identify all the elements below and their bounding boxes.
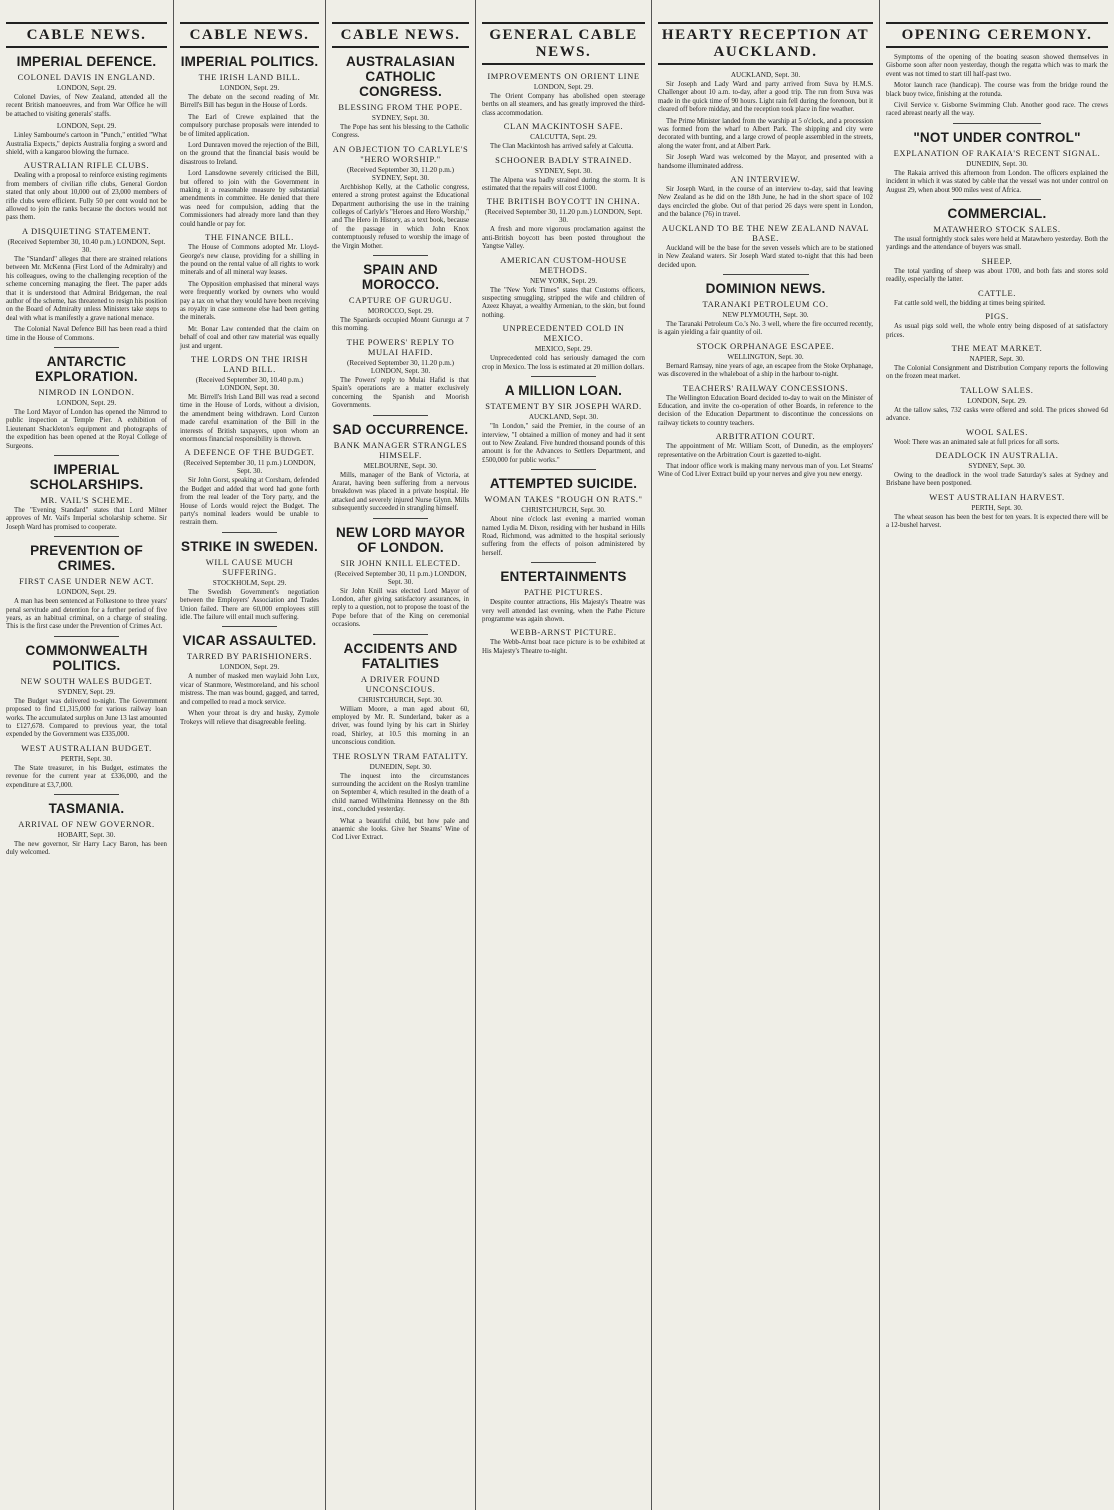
article-dateline: CHRISTCHURCH, Sept. 30. [358,695,443,704]
article-subhead: FIRST CASE UNDER NEW ACT. [19,576,154,587]
article-subhead: PATHE PICTURES. [523,587,604,598]
article-para: Sir John Gorst, speaking at Corsham, defended the Budget and added that word had gone forth from the real leader of the Tory party, and the House of Lords would reject the Budget. The party's nominal leaders would be unable to restrain them. [180,477,319,527]
article-divider [373,634,428,635]
article-dateline: LONDON, Sept. 29. [967,396,1027,405]
article-dateline: MOROCCO, Sept. 29. [367,307,434,316]
article-para: At the tallow sales, 732 casks were offered and sold. The prices showed 6d advance. [886,406,1108,423]
article-divider [222,626,278,627]
article-para: The usual fortnightly stock sales were held at Matawhero yesterday. Both the yardings and the attendance of buyers was small. [886,236,1108,252]
article-divider [531,562,596,563]
article-dateline: (Received September 30, 11 p.m.) LONDON, Sept. 30. [334,569,467,586]
article-headline: ENTERTAINMENTS [500,569,627,585]
article-para: William Moore, a man aged about 60, employed by Mr. R. Sunderland, baker as a driver, was found lying by his cart in Shirley road, Shirley, at 10.5 this morning in an unconscious condition. [332,705,469,747]
article-para: The Colonial Consignment and Distribution Company reports the following on the frozen meat market. [886,364,1108,381]
article-headline: ANTARCTIC EXPLORATION. [35,353,138,384]
article-para: A fresh and more vigorous proclamation against the anti-British boycott has been posted throughout the Yangtse Valley. [482,226,645,251]
article-dateline: LONDON, Sept. 29. [56,84,117,92]
article-divider [953,199,1042,200]
article-para: What a beautiful child, but how pale and anaemic she looks. Give her Steams' Wine of Cod Liver Extract. [332,817,469,842]
article-headline: ACCIDENTS AND FATALITIES [343,640,458,671]
article-para: Dealing with a proposal to reinforce existing regiments from members of civilian rifle clubs, General Gordon stated that only about 10,000 out of 23,000 members of rifle clubs were efficient. Fully 50 per cent would not be allowed to join the ranks because the doctors would not pass them. [6,172,167,222]
column-masthead: GENERAL CABLE NEWS. [482,22,645,65]
column-masthead: OPENING CEREMONY. [886,22,1108,48]
article-subhead: THE IRISH LAND BILL. [198,72,301,82]
article-para: The total yarding of sheep was about 1700, and both fats and stores sold readily, especially the latter. [886,267,1108,284]
article-para: Sir Joseph Ward was welcomed by the Mayor, and presented with a handsome illuminated address. [658,154,873,170]
article-para: Motor launch race (handicap). The course was from the bridge round the black buoy twice, finishing at the rotunda. [886,82,1108,98]
article-headline: TASMANIA. [48,801,125,817]
article-subhead: WOOL SALES. [965,426,1028,437]
article-subhead: IMPROVEMENTS ON ORIENT LINE [487,71,640,81]
column-6 [880,0,1114,1510]
article-para: Lord Dunraven moved the rejection of the Bill, on the ground that the financial basis would be disastrous to Ireland. [180,142,319,166]
article-para: The "New York Times" states that Customs officers, suspecting smuggling, stripped the wife and children of Azeez Khayat, a wealthy Armenian, to the skin, but found nothing. [482,286,645,319]
article-dateline: DUNEDIN, Sept. 30. [369,762,432,771]
article-para: Colonel Davies, of New Zealand, attended all the recent British manoeuvres, and from War Office he will be attached to visiting generals' staffs. [6,94,167,118]
article-divider [54,794,118,795]
article-subhead: UNPRECEDENTED COLD IN MEXICO. [502,323,625,344]
article-dateline: (Received September 30, 11.20 p.m.) SYDNEY, Sept. 30. [346,165,455,182]
article-subhead: A DISQUIETING STATEMENT. [21,225,151,236]
article-para: As usual pigs sold well, the whole entry being disposed of at satisfactory prices. [886,323,1108,339]
article-divider [953,123,1042,124]
article-para: About nine o'clock last evening a married woman named Lydia M. Dixon, residing with her husband in Hills Road, Richmond, was admitted to the hospital seriously suffering from the effects of poison administered by herself. [482,516,645,557]
article-dateline: (Received September 30, 10.40 p.m.) LONDON, Sept. 30. [7,237,166,254]
article-para: Mr. Bonar Law contended that the claim on behalf of coal and other raw material was equally just and urgent. [180,325,319,350]
article-para: Sir Joseph and Lady Ward and party arrived from Suva by H.M.S. Challenger about 10 a.m. to-day, after a good trip. The run from Suva was made in the quick time of 90 hours. Light rain fell during the forenoon, but it cleared off before midday, and the reception took place in fine weather. [658,81,873,114]
article-subhead: AMERICAN CUSTOM-HOUSE METHODS. [500,254,627,275]
article-para: The Wellington Education Board decided to-day to wait on the Minister of Education, and invite the co-operation of other Boards, in reference to the decision of the Education Department to discontinue the concessions on railway tickets to country teachers. [658,394,873,427]
article-dateline: (Received September 30, 11.20 p.m.) LONDON, Sept. 30. [484,208,643,225]
article-para: The Opposition emphasised that mineral ways were frequently worked by owners who would pay a tax on what they would have been receiving as royalty in case someone else had been getting the minerals. [180,280,319,322]
article-subhead: WOMAN TAKES "ROUGH ON RATS." [484,494,643,505]
article-dateline: LONDON, Sept. 29. [56,588,117,597]
article-subhead: WILL CAUSE MUCH SUFFERING. [205,556,294,577]
article-dateline: LONDON, Sept. 29. [219,84,280,92]
article-para: The Rakaia arrived this afternoon from London. The officers explained the incident in which it was stated by cable that the vessel was not under control on August 29, when about 900 miles west of Africa. [886,169,1108,194]
column-1 [0,0,174,1510]
article-dateline: SYDNEY, Sept. 30. [968,461,1026,470]
article-para: Fat cattle sold well, the bidding at times being spirited. [894,299,1046,307]
article-subhead: ARRIVAL OF NEW GOVERNOR. [18,819,155,830]
article-subhead: ARBITRATION COURT. [715,431,816,442]
article-para: The new governor, Sir Harry Lacy Baron, has been duly welcomed. [6,841,167,857]
article-para: Auckland will be the base for the seven vessels which are to be stationed in New Zealand waters. Sir Joseph Ward stated to-night that this had been decided upon. [658,244,873,269]
article-subhead: THE MEAT MARKET. [951,342,1043,353]
article-subhead: AN OBJECTION TO CARLYLE'S "HERO WORSHIP." [332,143,469,164]
article-subhead: BLESSING FROM THE POPE. [338,102,463,112]
article-subhead: SCHOONER BADLY STRAINED. [495,154,632,165]
article-subhead: SHEEP. [981,255,1013,266]
article-headline: VICAR ASSAULTED. [182,633,317,649]
article-dateline: HOBART, Sept. 30. [57,831,116,840]
article-divider [373,255,428,256]
article-headline: A MILLION LOAN. [504,383,623,399]
article-subhead: CLAN MACKINTOSH SAFE. [503,121,624,132]
article-dateline: DUNEDIN, Sept. 30. [966,159,1028,168]
column-2 [174,0,326,1510]
column-5 [652,0,880,1510]
article-subhead: THE ROSLYN TRAM FATALITY. [332,750,469,761]
article-para: That indoor office work is making many nervous man of you. Let Steams' Wine of Cod Liver Extract build up your nerves and give you new energy. [658,462,873,479]
article-para: The Clan Mackintosh has arrived safely at Calcutta. [490,143,634,151]
article-dateline: NEW YORK, Sept. 29. [529,276,598,285]
article-subhead: TEACHERS' RAILWAY CONCESSIONS. [682,382,849,393]
article-subhead: EXPLANATION OF RAKAIA'S RECENT SIGNAL. [893,147,1101,158]
article-para: The Webb-Arnst boat race picture is to be exhibited at His Majesty's Theatre to-night. [482,639,645,655]
article-divider [54,347,118,348]
article-para: The Swedish Government's negotiation between the Employers' Association and Trades Union failed. There are 60,000 employees still idle. The failure will entail much suffering. [180,588,319,622]
article-para: The Spaniards occupied Mount Gururgu at 7 this morning. [332,317,469,333]
article-dateline: CALCUTTA, Sept. 29. [530,133,597,142]
article-divider [54,536,118,537]
article-headline: "NOT UNDER CONTROL" [913,129,1081,145]
article-divider [54,455,118,456]
article-divider [531,376,596,377]
article-para: The wheat season has been the best for ten years. It is expected there will be a 12-bushel harvest. [886,513,1108,530]
article-para: The Alpena was badly strained during the storm. It is estimated that the repairs will cost £1000. [482,176,645,193]
article-subhead: AUCKLAND TO BE THE NEW ZEALAND NAVAL BASE. [661,222,870,243]
article-para: Despite counter attractions, His Majesty's Theatre was very well attended last evening, when the Pathe Picture programme was again shown. [482,599,645,623]
article-dateline: WELLINGTON, Sept. 30. [727,352,804,361]
article-dateline: LONDON, Sept. 29. [533,83,594,91]
article-headline: IMPERIAL DEFENCE. [16,54,157,69]
article-divider [723,274,809,275]
article-para: "In London," said the Premier, in the course of an interview, "I obtained a million of money and had it sent out to New Zealand. Five hundred thousand pounds of this amount is for the Advances to Settlers Department, and £500,000 for public works." [482,423,645,464]
article-subhead: AUSTRALIAN RIFLE CLUBS. [23,160,150,171]
article-para: The Earl of Crewe explained that the compulsory purchase proposals were intended to be of limited application. [180,113,319,138]
article-subhead: SIR JOHN KNILL ELECTED. [340,557,461,568]
article-para: Wool: There was an animated sale at full prices for all sorts. [894,438,1060,446]
article-dateline: MEXICO, Sept. 29. [534,345,593,354]
article-para: A man has been sentenced at Folkestone to three years' penal servitude and detention for a further period of five years, as an habitual criminal, on a charge of stealing. This is the first case under the Prevention of Crimes Act. [6,598,167,631]
article-para: The Taranaki Petroleum Co.'s No. 3 well, where the fire occurred recently, is again yielding a fair quantity of oil. [658,320,873,337]
article-subhead: BANK MANAGER STRANGLES HIMSELF. [333,439,468,460]
article-subhead: CATTLE. [978,287,1016,298]
article-para: When your throat is dry and husky, Zymole Trokeys will relieve that disagreeable feeling. [180,710,319,726]
article-subhead: A DRIVER FOUND UNCONSCIOUS. [360,673,441,694]
article-dateline: AUCKLAND, Sept. 30. [730,71,801,79]
article-headline: SPAIN AND MOROCCO. [361,262,440,293]
article-subhead: THE LORDS ON THE IRISH LAND BILL. [191,353,308,374]
article-subhead: THE POWERS' REPLY TO MULAI HAFID. [346,336,455,357]
article-subhead: WEBB-ARNST PICTURE. [510,627,617,638]
article-subhead: STOCK ORPHANAGE ESCAPEE. [696,340,835,351]
article-subhead: TALLOW SALES. [960,384,1034,395]
article-para: The "Standard" alleges that there are strained relations between Mr. McKenna (First Lord of the Admiralty) and his colleagues, owing to the challenging reception of the scheme concerning managing the fleet. The paper adds that it is understood that Admiral Bridgeman, the real author of the scheme, has threatened to resign his position on the Board of Admiralty unless Ministers take steps to deal with what is manifestly a grave national menace. [6,255,167,322]
article-subhead: COLONEL DAVIS IN ENGLAND. [17,72,156,82]
article-subhead: AN INTERVIEW. [730,174,801,185]
article-para: The House of Commons adopted Mr. Lloyd-George's new clause, providing for a shilling in the pound on the rental value of all rights to work minerals and of all mineral way leases. [180,244,319,277]
article-para: The Orient Company has abolished open steerage berths on all steamers, and has greatly improved the third-class accommodation. [482,93,645,117]
article-subhead: TARANAKI PETROLEUM CO. [702,298,829,309]
article-subhead: NEW SOUTH WALES BUDGET. [20,675,153,686]
article-dateline: (Received September 30, 10.40 p.m.) LONDON, Sept. 30. [195,375,304,392]
article-divider [373,415,428,416]
article-dateline: SYDNEY, Sept. 30. [534,166,593,175]
article-dateline: CHRISTCHURCH, Sept. 30. [521,506,606,515]
column-masthead: CABLE NEWS. [6,22,167,48]
article-para: Sir Joseph Ward, in the course of an interview to-day, said that leaving New Zealand as he did on the 18th June, he had in the short space of 102 days encircled the globe. Out of that period 26 days were spent in London, and the balance (76) in travel. [658,186,873,219]
article-subhead: THE FINANCE BILL. [205,232,294,243]
article-para: The Powers' reply to Mulai Hafid is that Spain's operations are a matter exclusively concerning the Spanish and Moorish Governments. [332,376,469,410]
article-para: The Pope has sent his blessing to the Catholic Congress. [332,124,469,140]
article-para: Civil Service v. Gisborne Swimming Club. Another good race. The crews raced abreast nearly all the way. [886,102,1108,118]
article-subhead: MR. VAIL'S SCHEME. [40,494,133,505]
column-masthead: CABLE NEWS. [332,22,469,48]
article-dateline: PERTH, Sept. 30. [971,503,1023,512]
article-subhead: DEADLOCK IN AUSTRALIA. [935,449,1059,460]
article-dateline: SYDNEY, Sept. 30. [371,114,430,122]
column-3 [326,0,476,1510]
article-dateline: (Received September 30, 11 p.m.) LONDON, Sept. 30. [183,459,316,476]
article-headline: PREVENTION OF CRIMES. [30,543,143,574]
article-dateline: SYDNEY, Sept. 29. [57,687,116,696]
article-subhead: PIGS. [985,311,1009,322]
article-divider [222,532,278,533]
article-divider [54,636,118,637]
article-headline: ATTEMPTED SUICIDE. [489,476,638,492]
article-para: Symptoms of the opening of the boating season showed themselves in Gisborne soon after noon yesterday, though the regatta which was to mark the event was not timed to start till half-past two. [886,54,1108,78]
article-para: The Lord Mayor of London has opened the Nimrod to public inspection at Temple Pier. A exhibition of Lieutenant Shackleton's equipment and photographs of the expedition has been opened at the Royal College of Surgeons. [6,408,167,450]
article-para: Lord Lansdowne severely criticised the Bill, but offered to join with the Government in making it a reasonable measure by substantial amendments in committee. He denied that there was need for compulsion, adding that the Commissioners had already more land than they could handle or pay for. [180,170,319,228]
article-para: Unprecedented cold has seriously damaged the corn crop in Mexico. The loss is estimated at 20 million dollars. [482,355,645,371]
article-para: Linley Sambourne's cartoon in "Punch," entitled "What Australia Expects," depicts Australia forging a sword and shield, with a kangaroo blowing the furnace. [6,132,167,157]
article-para: Mills, manager of the Bank of Victoria, at Ararat, having been suffering from a nervous breakdown was placed in a private hospital. He attacked and severely injured Nurse Glynn. Mills subsequently succeeded in strangling himself. [332,471,469,513]
article-dateline: (Received September 30, 11.20 p.m.) LONDON, Sept. 30. [346,358,455,375]
article-para: Mr. Birrell's Irish Land Bill was read a second time in the House of Lords, without a division, the amendment being withdrawn. Lord Curzon made careful examination of the Bill in the interests of British taxpayers, upon whom an enormous financial responsibility is thrown. [180,393,319,443]
article-headline: COMMERCIAL. [947,206,1047,222]
article-headline: NEW LORD MAYOR OF LONDON. [335,524,466,555]
article-dateline: LONDON, Sept. 29. [219,663,280,672]
article-para: Archbishop Kelly, at the Catholic congress, entered a strong protest against the Educational Department authorising the use in the training colleges of Carlyle's "Heroes and Hero Worship," and The Hero in History, as a text book, because of the passage in which John Knox contemptuously refused to worship the image of the Virgin Mother. [332,183,469,250]
article-dateline: MELBOURNE, Sept. 30. [363,461,438,470]
article-subhead: MATAWHERO STOCK SALES. [933,224,1061,235]
article-headline: IMPERIAL SCHOLARSHIPS. [29,461,144,492]
article-subhead: THE BRITISH BOYCOTT IN CHINA. [486,196,641,207]
article-dateline: LONDON, Sept. 29. [56,122,117,131]
article-dateline: PERTH, Sept. 30. [60,754,113,763]
article-subhead: WEST AUSTRALIAN HARVEST. [929,491,1065,502]
article-para: The Colonial Naval Defence Bill has been read a third time in the House of Commons. [6,326,167,342]
article-headline: COMMONWEALTH POLITICS. [25,642,148,673]
column-4 [476,0,652,1510]
article-para: The Budget was delivered to-night. The Government proposed to find £1,315,000 for various railway loan works. The accumulated surplus on June 13 last amounted to £127,678. Compared to previous year, the total expended by the Government was £335,000. [6,697,167,739]
article-para: The inquest into the circumstances surrounding the accident on the Roslyn tramline on September 4, which resulted in the death of a child named Wilhelmina Hennessy on the 8th inst., concluded yesterday. [332,772,469,814]
article-para: The State treasurer, in his Budget, estimates the revenue for the current year at £336,000, and the expenditure at £3,7,000. [6,764,167,789]
article-headline: DOMINION NEWS. [705,280,826,296]
article-divider [373,518,428,519]
article-para: The debate on the second reading of Mr. Birrell's Bill has begun in the House of Lords. [180,94,319,110]
article-para: The "Evening Standard" states that Lord Milner approves of Mr. Vail's Imperial scholarship scheme. Sir Joseph Ward has promised to cooperate. [6,506,167,531]
article-dateline: NEW PLYMOUTH, Sept. 30. [722,310,809,319]
article-dateline: NAPIER, Sept. 30. [969,354,1025,363]
article-dateline: LONDON, Sept. 29. [56,398,117,407]
article-headline: IMPERIAL POLITICS. [180,54,319,69]
article-subhead: STATEMENT BY SIR JOSEPH WARD. [485,401,642,412]
column-masthead: HEARTY RECEPTION AT AUCKLAND. [658,22,873,65]
article-para: Owing to the deadlock in the wool trade Saturday's sales at Sydney and Brisbane have been postponed. [886,471,1108,488]
article-para: Bernard Ramsay, nine years of age, an escapee from the Stoke Orphanage, was discovered in the whaleboat of a ship in the harbour to-night. [658,362,873,379]
article-para: A number of masked men waylaid John Lux, vicar of Stanmore, Westmoreland, and his school mistress. The man was bound, gagged, and tarred, and compelled to read a mock service. [180,673,319,706]
article-para: The Prime Minister landed from the warship at 5 o'clock, and a procession was formed from the wharf to Albert Park. The shipping and city were decorated with bunting, and a large crowd of people assembled in the streets, along the water front, and at Albert Park. [658,117,873,150]
column-masthead: CABLE NEWS. [180,22,319,48]
article-subhead: TARRED BY PARISHIONERS. [186,651,313,662]
article-dateline: AUCKLAND, Sept. 30. [528,413,599,422]
article-headline: STRIKE IN SWEDEN. [181,538,318,554]
article-para: Sir John Knill was elected Lord Mayor of London, after giving satisfactory assurances, in reply to a question, not to propose the toast of the Pope before that of the King on ceremonial occasions. [332,587,469,629]
article-subhead: WEST AUSTRALIAN BUDGET. [21,742,152,753]
article-divider [531,469,596,470]
article-dateline: STOCKHOLM, Sept. 29. [212,578,287,587]
article-subhead: A DEFENCE OF THE BUDGET. [184,447,315,458]
article-para: The appointment of Mr. William Scott, of Dunedin, as the employers' representative on the Arbitration Court is gazetted to-night. [658,443,873,459]
article-subhead: CAPTURE OF GURUGU. [348,295,453,306]
article-headline: SAD OCCURRENCE. [332,421,469,437]
article-headline: AUSTRALASIAN CATHOLIC CONGRESS. [346,54,455,99]
article-subhead: NIMROD IN LONDON. [38,386,135,397]
